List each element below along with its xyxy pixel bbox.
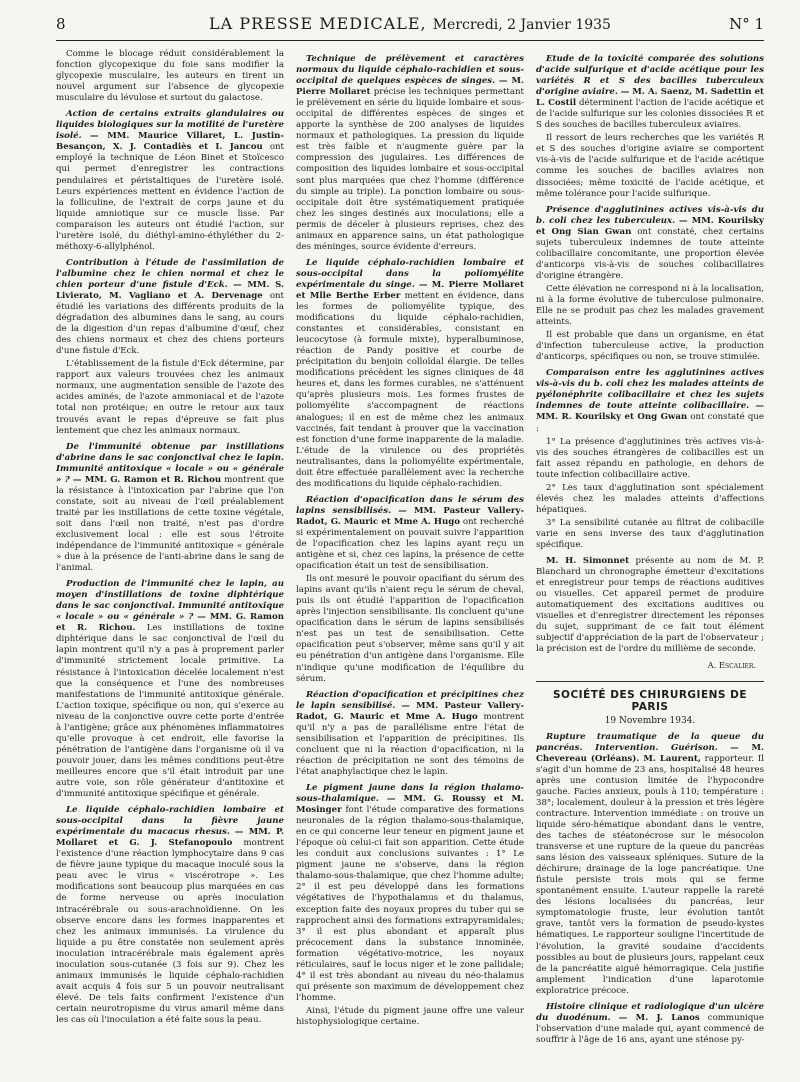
society-title: SOCIÉTÉ DES CHIRURGIENS DE PARIS: [552, 689, 748, 713]
abstract-title: Technique de prélèvement et caractères normaux du liquide céphalo-rachidien et sous-occipital de quelques espèces de singes.: [296, 54, 524, 87]
abstract-paragraph: [56, 258, 284, 357]
abstract-body: font l'étude comparative des formations neuronales de la région thalamo-sous-thalamique, en ce qui concerne leur teneur en pigment jaune et l'époque où celui-ci fait son apparition. Cette étude les conduit aux conclusions suivantes : 1° Le pigment jaune ne s'observe, dans la région thalamo-sous-thalamique, que chez l'homme adulte; 2° il est peu développé dans les formations végétatives de l'hypothalamus et du thalamus, exception faite des noyaux propres du tuber qui se rapprochent ainsi des formations extrapyramidales; 3° il est plus abondant et apparaît plus précocement dans la substance innominée, formation végétativo-motrice, les noyaux réticulaires, sauf le locus niger et le zone pallidale; 4° il est très abondant au niveau du néo-thalamus qui présente son maximum de développement chez l'homme.: [296, 805, 525, 1003]
abstract-title: Rupture traumatique de la queue du pancréas. Intervention. Guérison.: [536, 731, 764, 753]
abstract-authors: — M. Pierre Mollaret: [296, 76, 525, 98]
abstract-paragraph: [56, 579, 284, 800]
abstract-authors: — MM. S. Livierato, M. Vagliano et A. Dervenage: [56, 279, 284, 301]
abstract-item: [56, 442, 284, 575]
abstract-item: [536, 368, 764, 551]
abstract-item: [56, 109, 284, 253]
abstract-body: déterminent l'action de l'acide acétique et de l'acide sulfurique sur les colonies dissociées R et S des souches de bacilles tuberculeux aviaires.: [536, 98, 764, 131]
abstract-title: Réaction d'opacification et précipitines chez le lapin sensibilisé.: [296, 689, 524, 711]
abstract-title: Contribution à l'étude de l'assimilation de l'albumine chez le chien normal et chez le chien porteur d'une fistule d'Eck.: [56, 257, 284, 290]
abstract-body: communique l'observation d'une malade qui, ayant commencé de souffrir à l'âge de 16 ans, ayant une sténose py-: [536, 1012, 765, 1045]
abstract-item: [536, 1002, 764, 1046]
abstract-item: [56, 49, 284, 104]
abstract-item: [56, 579, 284, 800]
abstract-body: Comme le blocage réduit considérablement la fonction glycopexique du foie sans modifier la glycopexie musculaire, les auteurs en tirent un nouvel argument sur l'absence de glycopexie musculaire du lévulose et surtout du galactose.: [56, 49, 284, 104]
abstract-item: [536, 54, 764, 200]
session-date: 19 Novembre 1934.: [604, 715, 696, 726]
abstract-authors: — MM. G. Ramon et R. Richou: [72, 474, 222, 485]
abstract-body: montrent qu'il n'y a pas de parallélisme entre l'état de sensibilisation et l'apparition de précipitines. Ils concluent que ni la réaction d'opacification, ni la réaction de précipitation ne sont des témoins de l'état anaphylactique chez le lapin.: [296, 711, 524, 777]
abstract-authors: — M. A. Saenz, M. Sadettin et L. Costil: [536, 87, 764, 109]
abstract-paragraph: [536, 368, 764, 434]
page-header: [56, 14, 764, 41]
abstract-paragraph: L'établissement de la fistule d'Eck détermine, par rapport aux valeurs trouvées chez les animaux normaux, une augmentation sensible de l'azote des acides aminés, de l'azote ammoniacal et de l'azote total non protéique; en outre le retour aux taux trouvés avant le repas d'épreuve se fait plus lentement que chez les animaux normaux.: [56, 359, 284, 436]
society-abstracts: [536, 732, 764, 1046]
abstract-paragraph: [296, 258, 524, 490]
abstract-item: [56, 805, 284, 1026]
abstract-body: ont étudié les variations des différents produits de la dégradation des albumines dans le sang, au cours de la digestion d'un repas d'albumine d'œuf, chez des chiens normaux et chez des chiens porteurs d'une fistule d'Eck.: [56, 290, 284, 357]
abstract-title: Action de certains extraits glandulaires ou liquides biologiques sur la motilité de l'uretère isolé.: [56, 109, 284, 142]
abstract-item: [296, 495, 524, 685]
abstract-body: Les instillations de toxine diphtérique dans le sac conjonctival de l'œil du lapin montrent qu'il n'y a pas à proprement parler d'immunité strictement locale primitive. La résistance à l'intoxication décelée localement n'est que la conséquence et l'une des nombreuses manifestations de l'immunité antitoxique générale. L'action toxique, spécifique ou non, qui s'exerce au niveau de la conjonctive ouvre cette porte d'entrée à l'antigène; grâce aux phénomènes inflammatoires qu'elle provoque à cet endroit, elle favorise la pénétration de l'antigène dans l'organisme où il va pouvoir jouer, dans les mêmes conditions peut-être meilleures encore que s'il était introduit par une autre voie, son rôle générateur d'antitoxine et d'immunité antitoxique spécifique et générale.: [56, 623, 285, 800]
abstract-body: montrent l'existence d'une réaction lymphocytaire dans 9 cas de fièvre jaune typique du macaque inoculé sous la peau avec le virus « viscérotrope ». Les modifications sont beaucoup plus marquées en cas de forme nerveuse ou après inoculation intracérébrale ou sous-arachnoïdienne. On les observe encore dans les formes inapparentes et chez les animaux immunisés. La virulence du liquide a pu être constatée non seulement après inoculation intracérébrale mais également après inoculation sous-cutanée (3 fois sur 9). Chez les animaux immunisés le liquide céphalo-rachidien avait acquis 4 fois sur 5 un pouvoir neutralisant élevé. De tels faits confirment l'existence d'un certain neurotropisme du virus amaril même dans les cas où l'inoculation a été faite sous la peau.: [56, 838, 284, 1025]
abstract-authors: — MM. G. Roussy et M. Mosinger: [296, 794, 524, 816]
abstract-paragraph: [536, 54, 764, 131]
article-columns: [56, 49, 764, 1048]
abstract-paragraph: Ils ont mesuré le pouvoir opacifiant du sérum des lapins avant qu'ils n'aient reçu le sérum de cheval, puis ils ont étudié l'apparition de l'opacification après l'injection sensibilisante. Ils concluent qu'une opacification dans le sérum de lapins sensibilisés n'est pas un test de sensibilisation. Cette opacification peut s'observer, même sans qu'il y ait eu pénétration d'un antigène dans l'organisme. Elle n'indique qu'une modification de l'équilibre du sérum.: [296, 574, 524, 684]
section-divider: [536, 681, 764, 682]
abstract-item: [536, 205, 764, 364]
abstract-paragraph: [536, 1002, 764, 1046]
abstract-body: ont constaté, chez certains sujets tuberculeux indemnes de toute atteinte colibacillaire concomitante, une proportion élevée d'anticorps vis-à-vis de souches colibacillaires d'origine étrangère.: [536, 226, 764, 281]
abstract-paragraph: [56, 49, 284, 104]
abstract-title: Comparaison entre les agglutinines actives vis-à-vis du b. coli chez les malades atteints de pyélonéphrite colibacillaire et chez les sujets indemnes de toute atteinte colibacillaire.: [536, 368, 764, 412]
abstract-paragraph: [56, 805, 284, 1026]
abstract-paragraph: 2° Les taux d'agglutination sont spécialement élevés chez les malades atteints d'affections hépatiques.: [536, 482, 764, 515]
abstract-paragraph: [536, 556, 764, 655]
abstract-body: présente au nom de M. P. Blanchard un chronographe émetteur d'excitations et enregistreur pour temps de réactions auditives ou visuelles. Cet appareil permet de produire automatiquement des excitations auditives ou visuelles et d'enregistrer directement les réponses du sujet, supprimant de ce fait tout élément subjectif d'appréciation de la part de l'observateur ; la précision est de l'ordre du millième de seconde.: [536, 556, 764, 655]
abstract-item: [296, 258, 524, 490]
abstract-paragraph: [296, 54, 524, 253]
abstract-body: rapporteur. Il s'agit d'un homme de 23 ans, hospitalisé 48 heures après une contusion limitée de l'hypocondre gauche. Facies anxieux, pouls à 110; température : 38°; localement, douleur à la pression et très légère contracture. Intervention immédiate : on trouve un liquide séro-hématique abondant dans le ventre, des taches de stéatonécrose sur le mésocolon transverse et une rupture de la queue du pancréas sans lésion des vaisseaux spléniques. Suture de la déchirure; drainage de la loge pancréatique. Une fistule persiste trois mois qui se ferme spontanément ensuite. L'auteur rappelle la rareté des lésions localisées du pancréas, leur symptomatologie fruste, leur évolution tantôt grave, tantôt vers la formation de pseudo-kystes hématiques. Le rapporteur souligne l'incertitude de l'évolution, la gravité soudaine d'accidents possibles au bout de plusieurs jours, rappelant ceux de la pancréatite aiguë hémorragique. Cela justifie amplement l'indication d'une laparotomie exploratrice précoce.: [536, 753, 764, 996]
abstract-title: Le pigment jaune dans la région thalamo-sous-thalamique.: [296, 783, 524, 805]
abstract-authors: — MM. P. Mollaret et G. J. Stefanopoulo: [56, 827, 284, 849]
abstract-title: Réaction d'opacification dans le sérum des lapins sensibilisés.: [296, 494, 524, 516]
abstract-item: [296, 783, 524, 1028]
abstract-title: De l'immunité obtenue par instillations d'abrine dans le sac conjonctival chez le lapin. Immunité antitoxique « locale » ou « générale » ?: [56, 441, 284, 485]
journal-name: LA PRESSE MEDICALE,: [209, 14, 427, 33]
abstract-item: [296, 54, 524, 253]
abstract-authors: M. H. Simonnet: [546, 556, 630, 567]
abstract-authors: — M. Chevereau (Orléans). M. Laurent,: [536, 742, 764, 764]
abstract-authors: — M. J. Lanos: [618, 1012, 700, 1023]
abstract-body: ont employé la technique de Léon Binet et Stoïcesco qui permet d'enregistrer les contractions pendulaires et péristaltiques de l'uretère isolé. Leurs expériences mettent en évidence l'action de la folliculine, de l'extrait de corps jaune et du liquide amniotique sur ce muscle lisse. Par comparaison les auteurs ont étudié l'action, sur l'uretère isolé, du diéthyl-amino-éthyléther du 2-méthoxy-6-allylphénol.: [56, 142, 285, 252]
abstract-body: montrent que la résistance à l'intoxication par l'abrine que l'on constate, soit au niveau de l'œil préalablement traité par les instillations de cette toxine végétale, soit dans l'œil non traité, n'est pas d'ordre exclusivement local : elle est sous l'étroite indépendance de l'immunité antitoxique « générale » due à la présence de l'anti-abrine dans le sang de l'animal.: [56, 474, 284, 574]
abstract-item: [296, 690, 524, 778]
abstract-paragraph: [296, 783, 524, 1004]
abstract-paragraph: Il ressort de leurs recherches que les variétés R et S des souches d'origine aviaire se comportent vis-à-vis de l'acide sulfurique et de l'acide acétique comme les souches de bacilles aviaires non dissociées; même toxicité de l'acide acétique, et même tolérance pour l'acide sulfurique.: [536, 133, 764, 199]
column-3-abstracts: [536, 54, 764, 655]
abstract-paragraph: 3° La sensibilité cutanée au filtrat de colibacille varie en sens inverse des taux d'agglutination spécifique.: [536, 517, 764, 550]
abstract-paragraph: 1° La présence d'agglutinines très actives vis-à-vis des souches étrangères de colibacilles est un fait assez répandu en pathologie, en dehors de toute infection colibacillaire active.: [536, 436, 764, 480]
abstract-title: Production de l'immunité chez le lapin, au moyen d'instillations de toxine diphtérique dans le sac conjonctival. Immunité antitoxique « locale » ou « générale » ?: [56, 579, 284, 623]
abstract-authors: — MM. R. Kourilsky et Ong Gwan: [536, 401, 765, 423]
abstract-authors: — MM. Pasteur Vallery-Radot, G. Mauric et Mme A. Hugo: [296, 505, 525, 527]
abstract-title: Le liquide céphalo-rachidien lombaire et sous-occipital dans la fièvre jaune expérimentale du macacus rhesus.: [56, 805, 284, 838]
signature: A. Escalier.: [707, 660, 756, 671]
abstract-title: Etude de la toxicité comparée des solutions d'acide sulfurique et d'acide acétique pour les variétés R et S des bacilles tuberculeux d'origine aviaire.: [536, 54, 764, 98]
abstract-paragraph: Il est probable que dans un organisme, en état d'infection tuberculeuse active, la production d'anticorps, spécifiques ou non, se trouve stimulée.: [536, 330, 764, 363]
abstract-title: Présence d'agglutinines actives vis-à-vis du b. coli chez les tuberculeux.: [536, 204, 764, 226]
abstract-item: [536, 556, 764, 655]
abstract-paragraph: [536, 732, 764, 997]
abstract-paragraph: Ainsi, l'étude du pigment jaune offre une valeur histophysiologique certaine.: [296, 1005, 524, 1027]
column-1: [56, 49, 284, 1048]
abstract-authors: — MM. Pasteur Vallery-Radot, G. Mauric et Mme A. Hugo: [296, 700, 525, 722]
page-number: 8: [56, 15, 66, 33]
column-2: [296, 49, 524, 1048]
abstract-title: Histoire clinique et radiologique d'un ulcère du duodénum.: [536, 1001, 764, 1023]
column-3: [536, 49, 764, 1048]
abstract-authors: — M. Pierre Mollaret et Mlle Berthe Erber: [296, 279, 524, 301]
abstract-item: [536, 732, 764, 997]
abstract-paragraph: Cette élévation ne correspond ni à la localisation, ni à la forme évolutive de tuberculose pulmonaire. Elle ne se produit pas chez les malades gravement atteints.: [536, 283, 764, 328]
abstract-authors: — MM. Maurice Villaret, L. Justin-Besançon, X. J. Contadiès et I. Jancou: [56, 131, 284, 153]
abstract-paragraph: [56, 442, 284, 575]
journal-title: [209, 14, 611, 33]
abstract-item: [56, 258, 284, 437]
abstract-authors: — MM. G. Ramon et R. Richou.: [56, 612, 284, 634]
abstract-authors: — MM. Kourilsky et Ong Sian Gwan: [536, 215, 764, 237]
abstract-body: précise les techniques permettant le prélèvement en série du liquide lombaire et sous-occipital de différentes espèces de singes et apporte la synthèse de 200 analyses de liquides normaux et pathologiques. La pression du liquide est très faible et n'augmente guère par la compression des jugulaires. Les différences de composition des liquides lombaire et sous-occipital sont plus marquées que chez l'homme (différence du simple au triple). La ponction lombaire ou sous-occipitale doit être systématiquement pratiquée chez les singes destinés aux inoculations; elle a permis de déceler à plusieurs reprises, chez des animaux en apparence sains, un état pathologique des méninges, source évidente d'erreurs.: [296, 87, 524, 252]
abstract-paragraph: [56, 109, 284, 253]
issue-date: Mercredi, 2 Janvier 1935: [432, 17, 611, 33]
abstract-body: mettent en évidence, dans les formes de poliomyélite typique, des modifications du liquide céphalo-rachidien, constantes et considérables, consistant en leucocytose (à formule mixte), hyperalbuminose, réaction de Pandy positive et courbe de précipitation du benjoin colloïdal élargie. De telles modifications précèdent les signes cliniques de 48 heures et, dans les formes curables, ne s'atténuent qu'après plusieurs mois. Les formes frustes de poliomyélite s'accompagnent de réactions analogues; il en est de même chez les animaux vaccinés, fait tendant à prouver que la vaccination est fonction d'une forme inapparente de la maladie. L'étude de la virulence ou des propriétés neutralisantes, dans la poliomyélite expérimentale, doit être effectuée parallèlement avec la recherche des modifications du liquide céphalo-rachidien.: [296, 290, 525, 489]
abstract-body: ont constaté que :: [536, 412, 765, 434]
abstract-title: Le liquide céphalo-rachidien lombaire et sous-occipital dans la poliomyélite expérimentale du singe.: [296, 257, 524, 290]
abstract-body: ont recherché si expérimentalement on pouvait suivre l'apparition de l'opacification chez les lapins ayant reçu un antigène et si, chez ces lapins, la présence de cette opacification était un test de sensibilisation.: [296, 516, 524, 572]
abstract-paragraph: [536, 205, 764, 282]
issue-number: N° 1: [729, 15, 764, 33]
abstract-paragraph: [296, 495, 524, 572]
abstract-paragraph: [296, 690, 524, 778]
